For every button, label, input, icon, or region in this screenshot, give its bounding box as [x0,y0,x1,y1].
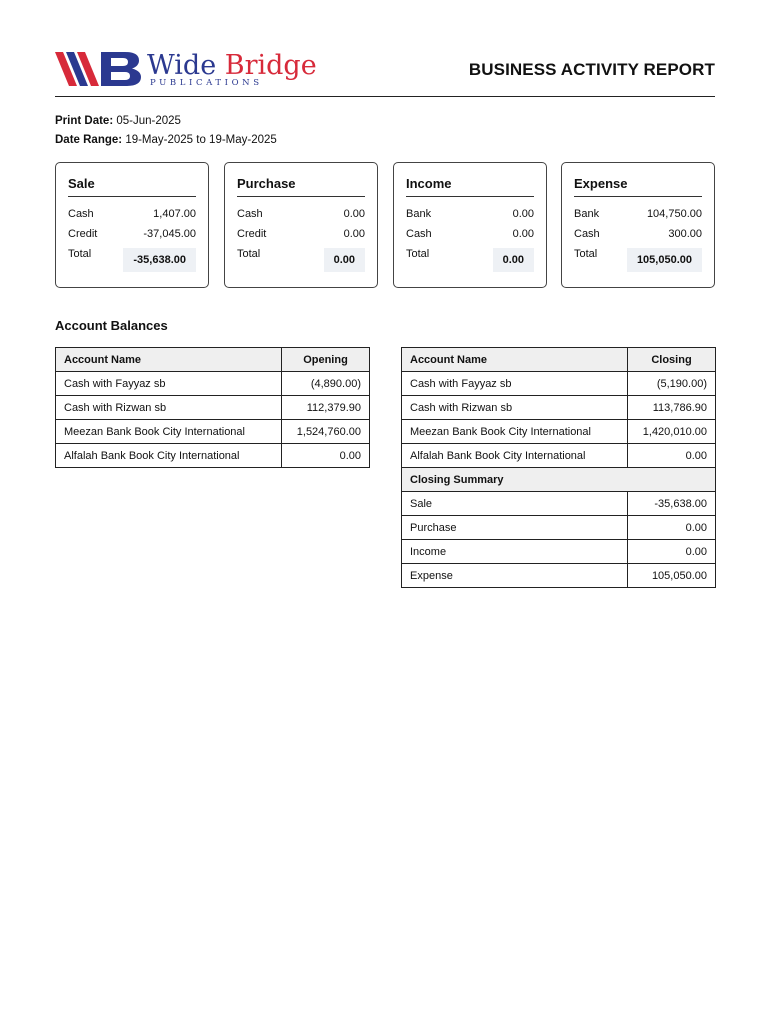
closing-value-cell: 113,786.90 [628,396,716,420]
brand-name-part2: Bridge [224,50,317,81]
opening-balances-table [55,347,370,468]
closing-value-cell: (5,190.00) [628,372,716,396]
table-header-row [402,348,716,372]
account-name-cell: Meezan Bank Book City International [402,420,628,444]
print-date-label: Print Date: [55,115,114,127]
summary-label-cell: Income [402,540,628,564]
table-row [56,372,370,396]
card-row-value: -37,045.00 [143,228,196,240]
opening-value-cell: 112,379.90 [282,396,370,420]
card-total-label: Total [68,248,92,260]
card-row-label: Bank [406,208,432,220]
card-row-label: Credit [237,228,267,240]
card-row-value: 0.00 [343,208,365,220]
closing-value-cell: 1,420,010.00 [628,420,716,444]
table-row [402,444,716,468]
card-row-value: 0.00 [512,228,534,240]
date-range-value: 19-May-2025 to 19-May-2025 [125,134,277,146]
card-title: Purchase [237,176,296,191]
account-balances-title: Account Balances [55,318,168,333]
table-row [402,420,716,444]
card-row-label: Cash [68,208,94,220]
card-row-value: 0.00 [343,228,365,240]
card-row-label: Cash [406,228,432,240]
card-title: Sale [68,176,95,191]
print-date-line [55,112,277,131]
account-name-cell: Cash with Fayyaz sb [402,372,628,396]
card-expense [561,162,715,288]
table-row [402,372,716,396]
card-row-value: 0.00 [512,208,534,220]
card-total-value: -35,638.00 [123,248,196,272]
report-title: BUSINESS ACTIVITY REPORT [468,60,715,79]
card-divider [406,196,534,197]
card-row-value: 300.00 [668,228,702,240]
column-header-account-name: Account Name [56,348,282,372]
brand-subtitle: PUBLICATIONS [150,78,263,88]
card-total-label: Total [406,248,430,260]
account-name-cell: Meezan Bank Book City International [56,420,282,444]
column-header-closing: Closing [628,348,716,372]
card-total-label: Total [237,248,261,260]
brand-logo-icon [55,52,143,86]
card-row [574,228,702,244]
card-sale [55,162,209,288]
account-name-cell: Cash with Fayyaz sb [56,372,282,396]
summary-label-cell: Purchase [402,516,628,540]
report-meta [55,112,277,150]
opening-value-cell: 1,524,760.00 [282,420,370,444]
card-row [406,208,534,224]
card-row-value: 104,750.00 [646,208,702,220]
card-row [406,228,534,244]
card-total-label: Total [574,248,598,260]
column-header-account-name: Account Name [402,348,628,372]
card-purchase [224,162,378,288]
account-name-cell: Cash with Rizwan sb [56,396,282,420]
card-row [237,208,365,224]
card-row-label: Credit [68,228,98,240]
report-header [55,48,715,97]
card-total-value: 0.00 [493,248,534,272]
table-row [56,396,370,420]
column-header-opening: Opening [282,348,370,372]
closing-summary-title: Closing Summary [402,468,716,492]
opening-value-cell: 0.00 [282,444,370,468]
summary-value-cell: 0.00 [628,540,716,564]
card-row-label: Cash [574,228,600,240]
card-total-value: 0.00 [324,248,365,272]
opening-value-cell: (4,890.00) [282,372,370,396]
table-row [56,444,370,468]
card-row [237,228,365,244]
card-title: Expense [574,176,628,191]
closing-value-cell: 0.00 [628,444,716,468]
print-date-value: 05-Jun-2025 [116,115,181,127]
card-row [68,208,196,224]
card-row [574,208,702,224]
card-row-value: 1,407.00 [153,208,196,220]
brand-name [147,50,317,81]
card-row [68,228,196,244]
card-divider [68,196,196,197]
account-name-cell: Alfalah Bank Book City International [402,444,628,468]
card-title: Income [406,176,452,191]
table-header-row [56,348,370,372]
brand-logo [55,50,315,90]
account-name-cell: Alfalah Bank Book City International [56,444,282,468]
summary-row [402,564,716,588]
card-divider [574,196,702,197]
summary-value-cell: 0.00 [628,516,716,540]
card-income [393,162,547,288]
summary-row [402,516,716,540]
closing-balances-table [401,347,716,588]
table-row [402,396,716,420]
card-row-label: Bank [574,208,600,220]
summary-value-cell: -35,638.00 [628,492,716,516]
table-row [56,420,370,444]
summary-label-cell: Expense [402,564,628,588]
summary-row [402,540,716,564]
brand-name-part1: Wide [147,50,225,81]
summary-label-cell: Sale [402,492,628,516]
summary-row [402,492,716,516]
card-row-label: Cash [237,208,263,220]
account-name-cell: Cash with Rizwan sb [402,396,628,420]
card-divider [237,196,365,197]
date-range-line [55,131,277,150]
closing-summary-header [402,468,716,492]
card-total-value: 105,050.00 [627,248,702,272]
summary-value-cell: 105,050.00 [628,564,716,588]
date-range-label: Date Range: [55,134,123,146]
